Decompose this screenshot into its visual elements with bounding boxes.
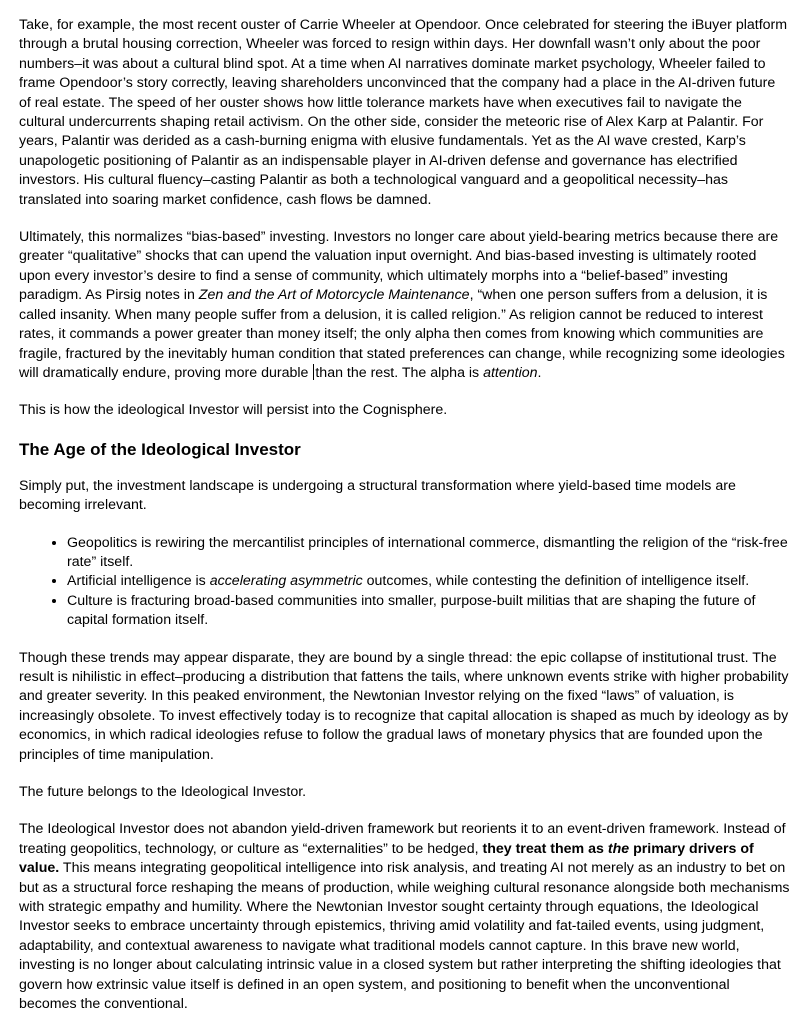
text-run: Ultimately, this normalizes “bias-based” investing. Investors no longer care about yield-bearing metrics because there are greater “qualitative” shocks that can upend the valuation input overnight. And bias-based investing is ultimately rooted upon every investor’s desire to find a sense of community, which ultimately morphs into a “belief-based” investing paradigm. As Pirsig notes in [19,229,779,304]
paragraph-bias-based-investing [19,228,791,383]
text-run: Artificial intelligence is [67,573,210,590]
paragraph-structural-transformation: Simply put, the investment landscape is undergoing a structural transformation where yield-based time models are becoming irrelevant. [19,477,736,514]
bullet-geopolitics: • Geopolitics is rewiring the mercantilist principles of international commerce, dismantling the religion of the “risk-free rate” itself. [67,534,791,573]
text-run: outcomes, while contesting the definition of intelligence itself. [362,573,750,590]
emphasis-accelerating: accelerating asymmetric [209,573,363,590]
emphasis-attention: attention [483,364,538,381]
text-run: , “when one person suffers from a delusion, it is called insanity. When many people suffer from a delusion, it is called religion.” As religion cannot be reduced to interest rates, it commands a power greater than money itself; the only alpha then comes from knowing which communities are fragile, fractured by the inevitably human condition that stated preferences can change, while recognizing some ideologies will dramatically endure, proving more durable [19,287,785,381]
paragraph-cognisphere: This is how the ideological Investor will persist into the Cognisphere. [19,402,448,419]
bullet-list [19,534,791,631]
paragraph-future-belongs: The future belongs to the Ideological Investor. [19,784,307,800]
book-title: Zen and the Art of Motorcycle Maintenance [198,287,470,304]
text-run: This means integrating geopolitical intelligence into risk analysis, and treating AI not merely as an industry to bet on but as a structural force reshaping the means of production, while weighing cultural resonance alongside both mechanisms with strategic empathy and humility. Where the Newtonian Investor sought certainty through equations, the Ideological Investor seeks to embrace uncertainty through epistemics, thriving amid volatility and fat-tailed events, using judgment, adaptability, and contextual awareness to navigate what traditional models cannot capture. In this brave new world, investing is no longer about calculating intrinsic value in a closed system but rather interpreting the shifting ideologies that govern how extrinsic value itself is defined in an open system, and positioning to benefit when the unconventional becomes the conventional. [19,860,790,1013]
paragraph-ideological-investor [19,820,791,1014]
section-heading: The Age of the Ideological Investor [19,439,301,459]
paragraph-opendoor-palantir: Take, for example, the most recent ouster of Carrie Wheeler at Opendoor. Once celebrated for steering the iBuyer platform through a brutal housing correction, Wheeler was forced to resign within days. Her downfall wasn’t only about the poor numbers–it was about a cultural blind spot. At a time when AI narratives dominate market psychology, Wheeler failed to frame Opendoor’s story correctly, leaving shareholders unconvinced that the company had a place in the AI-driven future of real estate. The speed of her ouster shows how little tolerance markets have when executives fail to navigate the cultural undercurrents shaping retail activism. On the other side, consider the meteoric rise of Alex Karp at Palantir. For years, Palantir was derided as a cash-burning enigma with elusive fundamentals. Yet as the AI wave crested, Karp’s unapologetic positioning of Palantir as an indispensable player in AI-driven defense and governance has electrified investors. His cultural fluency–casting Palantir as both a technological vanguard and a geopolitical necessity–has translated into soaring market confidence, cash flows be damned. [19,17,788,208]
text-run: primary drivers of value. [19,840,754,877]
bullet-ai [67,572,791,591]
text-run: they treat them as [482,840,608,857]
bullet-culture: • Culture is fracturing broad-based communities into smaller, purpose-built militias that are shaping the future of capital formation itself. [67,592,791,631]
emphasis-the: the [607,840,630,857]
document-body[interactable] [19,16,791,1032]
text-run: than the rest. The alpha is [315,364,484,381]
paragraph-institutional-trust: Though these trends may appear disparate, they are bound by a single thread: the epic collapse of institutional trust. The result is nihilistic in effect–producing a distribution that fattens the tails, where unknown events strike with higher probability and greater severity. In this peaked environment, the Newtonian Investor relying on the fixed “laws” of valuation, is increasingly obsolete. To invest effectively today is to recognize that capital allocation is shaped as much by ideology as by economics, in which radical ideologies refuse to follow the gradual laws of monetary physics that are founded upon the principles of time manipulation. [19,649,789,763]
text-run: The Ideological Investor does not abandon yield-driven framework but reorients it to an event-driven framework. Instead of treating geopolitics, technology, or culture as “externalities” to be hedged, [19,821,786,857]
text-run: . [537,364,542,381]
